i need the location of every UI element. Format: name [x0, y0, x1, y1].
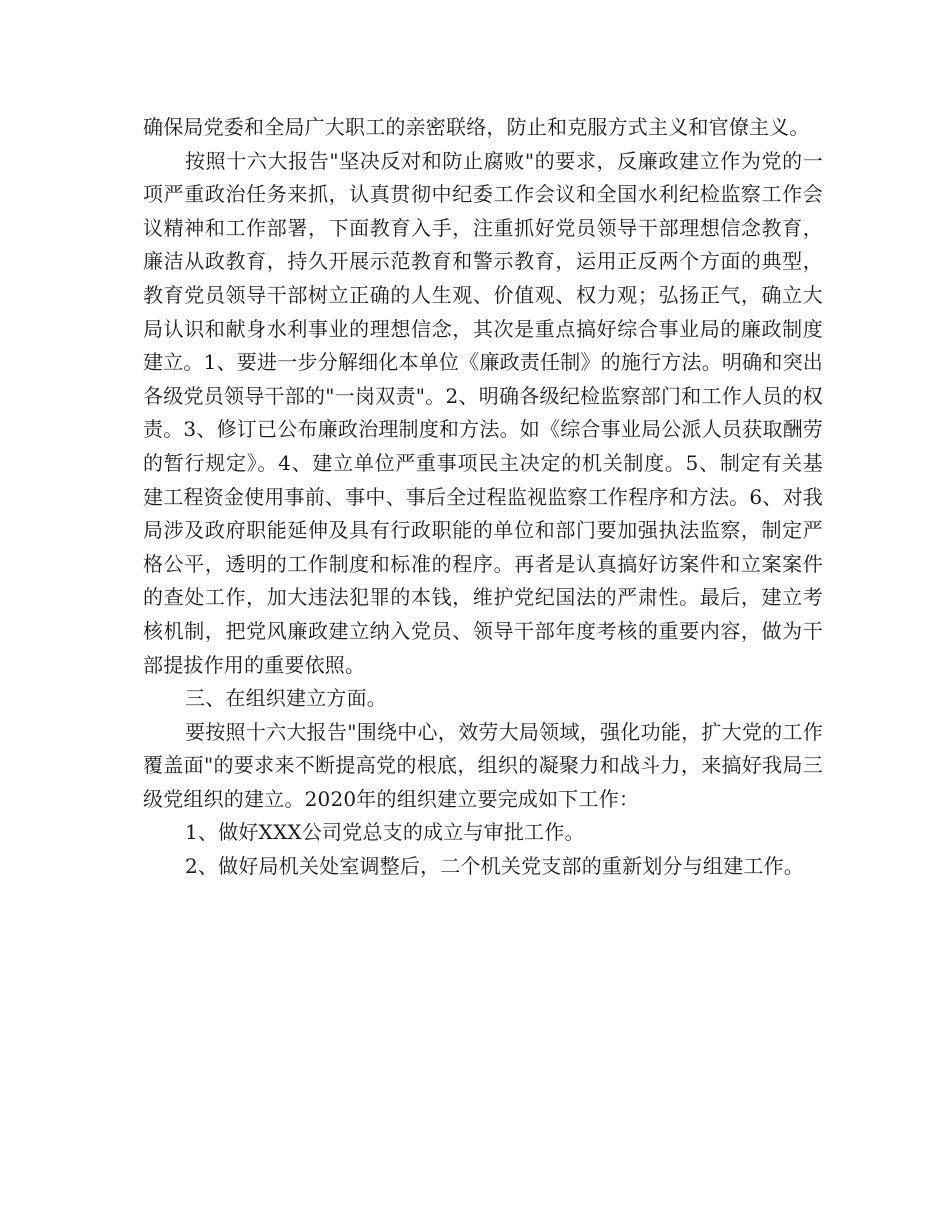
paragraph-organization: 要按照十六大报告"围绕中心，效劳大局领域，强化功能，扩大党的工作覆盖面"的要求来不断提高党的根底，组织的凝聚力和战斗力，来搞好我局三级党组织的建立。2020年的组织建立要完成如下工作： — [143, 719, 823, 811]
section-heading-organization: 三、在组织建立方面。 — [185, 686, 387, 711]
list-item-1: 1、做好XXX公司党总支的成立与审批工作。 — [185, 820, 585, 845]
document-body — [143, 111, 823, 884]
paragraph-anticorruption: 按照十六大报告"坚决反对和防止腐败"的要求，反廉政建立作为党的一项严重政治任务来抓，认真贯彻中纪委工作会议和全国水利纪检监察工作会议精神和工作部署，下面教育入手，注重抓好党员领导干部理想信念教育，廉洁从政教育，持久开展示范教育和警示教育，运用正反两个方面的典型，教育党员领导干部树立正确的人生观、价值观、权力观；弘扬正气，确立大局认识和献身水利事业的理想信念，其次是重点搞好综合事业局的廉政制度建立。1、要进一步分解细化本单位《廉政责任制》的施行方法。明确和突出各级党员领导干部的"一岗双责"。2、明确各级纪检监察部门和工作人员的权责。3、修订已公布廉政治理制度和方法。如《综合事业局公派人员获取酬劳的暂行规定》。4、建立单位严重事项民主决定的机关制度。5、制定有关基建工程资金使用事前、事中、事后全过程监视监察工作程序和方法。6、对我局涉及政府职能延伸及具有行政职能的单位和部门要加强执法监察，制定严格公平，透明的工作制度和标准的程序。再者是认真搞好访案件和立案案件的查处工作，加大违法犯罪的本钱，维护党纪国法的严肃性。最后，建立考核机制，把党风廉政建立纳入党员、领导干部年度考核的重要内容，做为干部提拔作用的重要依照。 — [143, 148, 823, 677]
list-item-2: 2、做好局机关处室调整后，二个机关党支部的重新划分与组建工作。 — [185, 854, 804, 879]
paragraph-continuation: 确保局党委和全局广大职工的亲密联络，防止和克服方式主义和官僚主义。 — [143, 115, 810, 139]
